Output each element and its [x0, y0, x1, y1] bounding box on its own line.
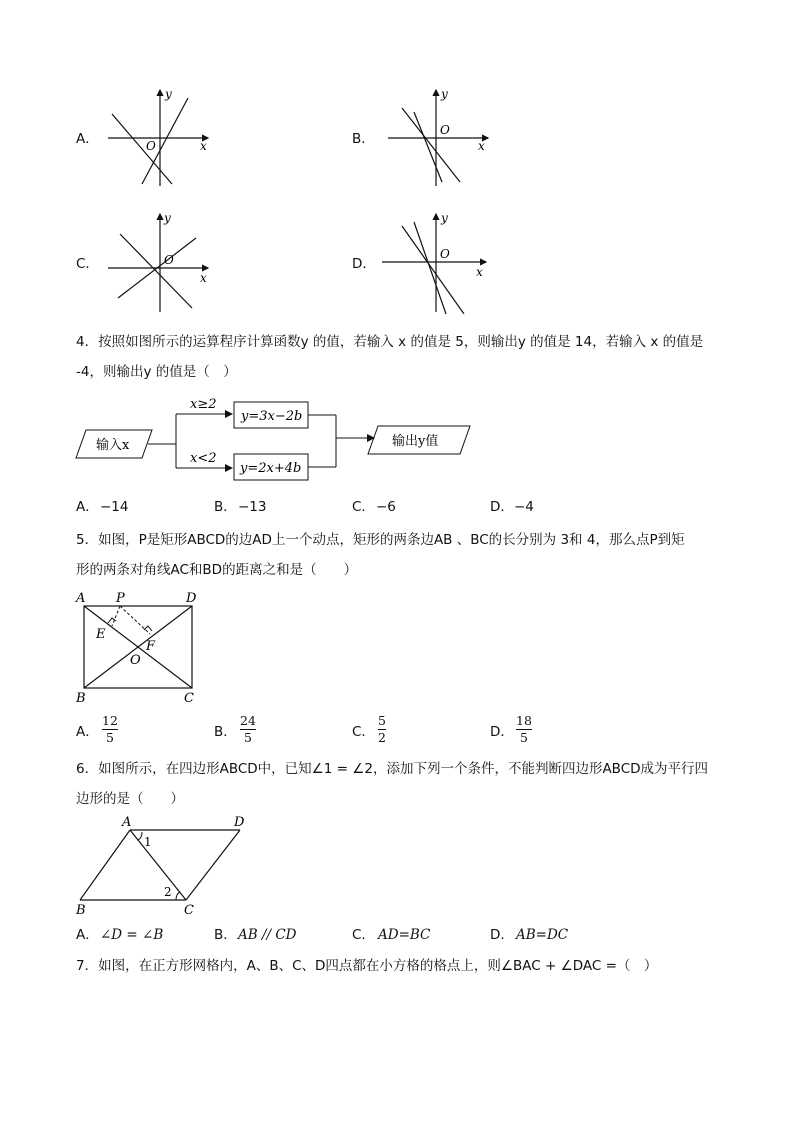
- q6-option-b-letter: B．: [214, 927, 237, 943]
- q3-graph-a: [100, 86, 220, 190]
- q5-label-c: C: [184, 691, 194, 706]
- q4-option-c[interactable]: −6: [376, 499, 396, 515]
- q6-stem-line1: 6．如图所示，在四边形ABCD中，已知∠1 = ∠2，添加下列一个条件，不能判断四边形ABCD成为平行四: [76, 761, 709, 777]
- q3-b-origin: O: [440, 123, 450, 137]
- q4-option-d-letter: D．: [490, 499, 514, 515]
- q5-option-a-letter: A．: [76, 724, 99, 740]
- q6-label-c: C: [184, 903, 194, 918]
- q3-c-origin: O: [164, 253, 174, 267]
- q5-label-a: A: [76, 591, 86, 606]
- q5-b-den: 5: [243, 730, 252, 745]
- q6-option-d-letter: D．: [490, 927, 514, 943]
- q6-option-b[interactable]: AB // CD: [238, 927, 297, 943]
- q3-a-x-label: x: [200, 139, 207, 153]
- q6-stem-line2: 边形的是（ ）: [76, 791, 184, 807]
- q6-label-b: B: [76, 903, 86, 918]
- q5-c-num: 5: [378, 713, 386, 728]
- q5-b-num: 24: [240, 713, 256, 728]
- q5-label-p: P: [116, 591, 125, 606]
- q4-box-bottom: y=2x+4b: [240, 461, 302, 476]
- q5-option-d-letter: D．: [490, 724, 514, 740]
- q6-option-c[interactable]: AD=BC: [378, 927, 431, 943]
- q5-d-num: 18: [516, 713, 532, 728]
- q4-option-a[interactable]: −14: [100, 499, 129, 515]
- q5-rectangle-figure: [72, 588, 212, 708]
- q5-c-den: 2: [378, 730, 386, 745]
- q3-a-y-label: y: [165, 87, 172, 101]
- q4-option-d[interactable]: −4: [514, 499, 534, 515]
- q4-flowchart: [74, 392, 474, 484]
- q5-stem-line1: 5．如图，P是矩形ABCD的边AD上一个动点，矩形的两条边AB 、BC的长分别为 3和 4，那么点P到矩: [76, 532, 685, 548]
- q6-label-a: A: [122, 815, 132, 830]
- q3-option-b-letter: B．: [352, 131, 375, 147]
- q6-label-d: D: [234, 815, 245, 830]
- q5-option-c[interactable]: [378, 714, 386, 745]
- q3-c-y-label: y: [164, 211, 171, 225]
- q3-option-c-letter: C．: [76, 256, 99, 272]
- q6-option-d[interactable]: AB=DC: [516, 927, 569, 943]
- q5-label-b: B: [76, 691, 86, 706]
- q3-a-origin: O: [146, 139, 156, 153]
- q5-label-e: E: [96, 627, 106, 642]
- q6-option-a[interactable]: ∠D = ∠B: [100, 927, 164, 943]
- q4-option-b[interactable]: −13: [238, 499, 267, 515]
- q5-stem-line2: 形的两条对角线AC和BD的距离之和是（ ）: [76, 562, 358, 578]
- q3-b-y-label: y: [441, 87, 448, 101]
- q3-graph-b: [380, 86, 500, 190]
- q5-option-a[interactable]: [102, 714, 118, 745]
- q3-b-x-label: x: [478, 139, 485, 153]
- q5-option-b[interactable]: [240, 714, 256, 745]
- q5-label-o: O: [130, 653, 141, 668]
- q3-graph-d: [380, 210, 500, 314]
- q3-option-a-letter: A．: [76, 131, 99, 147]
- q7-stem-line1: 7．如图，在正方形网格内，A、B、C、D四点都在小方格的格点上，则∠BAC + ∠DAC =（ ）: [76, 958, 658, 974]
- q3-graph-c: [100, 210, 220, 314]
- q6-option-a-letter: A．: [76, 927, 99, 943]
- q5-a-num: 12: [102, 713, 118, 728]
- q6-label-angle2: 2: [164, 885, 172, 899]
- q6-option-c-letter: C．: [352, 927, 375, 943]
- q5-d-den: 5: [519, 730, 528, 745]
- q3-d-origin: O: [440, 247, 450, 261]
- q3-d-y-label: y: [441, 211, 448, 225]
- q4-option-a-letter: A．: [76, 499, 99, 515]
- q4-cond-bottom: x<2: [190, 451, 217, 466]
- q6-quadrilateral-figure: [72, 814, 258, 918]
- q4-stem-line1: 4．按照如图所示的运算程序计算函数y 的值，若输入 x 的值是 5，则输出y 的值是 14，若输入 x 的值是: [76, 334, 704, 350]
- q5-label-d: D: [186, 591, 197, 606]
- q5-option-c-letter: C．: [352, 724, 375, 740]
- q5-option-d[interactable]: [516, 714, 532, 745]
- q4-box-top: y=3x−2b: [241, 409, 303, 424]
- q4-cond-top: x≥2: [190, 397, 217, 412]
- q4-stem-line2: -4，则输出y 的值是（ ）: [76, 364, 237, 380]
- q3-option-d-letter: D．: [352, 256, 376, 272]
- q3-c-x-label: x: [200, 271, 207, 285]
- q4-input-label: 输入x: [96, 438, 130, 453]
- q4-option-b-letter: B．: [214, 499, 237, 515]
- q6-label-angle1: 1: [144, 835, 152, 849]
- q4-output-label: 输出y值: [392, 434, 439, 449]
- q5-label-f: F: [146, 639, 156, 654]
- q5-option-b-letter: B．: [214, 724, 237, 740]
- q4-option-c-letter: C．: [352, 499, 375, 515]
- q3-d-x-label: x: [476, 265, 483, 279]
- q5-a-den: 5: [105, 730, 114, 745]
